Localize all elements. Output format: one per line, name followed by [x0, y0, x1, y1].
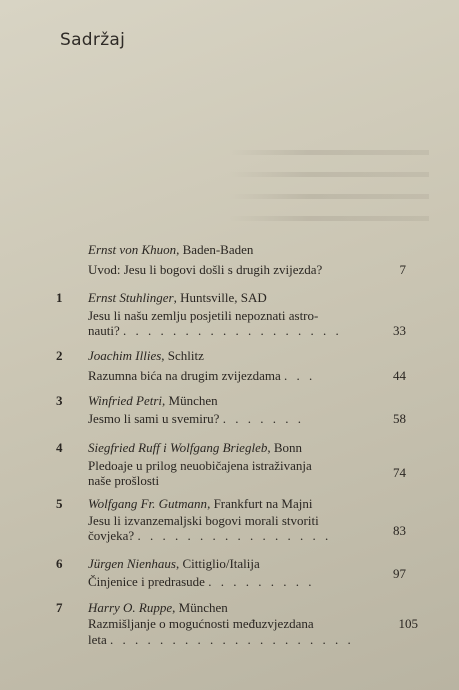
entry-title-line: čovjeka? . . . . . . . . . . . . . . . .: [88, 528, 332, 543]
page-number: 97: [393, 566, 406, 581]
entry-author-line: [88, 440, 302, 455]
entry-author-line: [88, 496, 312, 511]
author-name: Wolfgang Fr. Gutmann: [88, 496, 208, 511]
entry-number: 5: [56, 496, 63, 511]
entry-number: 4: [56, 440, 63, 455]
entry-author-line: [88, 393, 218, 408]
leader-dots: . . . . . . . . . . . . . . . . . . . .: [110, 632, 354, 647]
author-name: Jürgen Nienhaus: [88, 556, 176, 571]
entry-number: 2: [56, 348, 63, 363]
page-number: 33: [393, 323, 406, 338]
leader-dots: . . . . . . . . . . . . . . . . . .: [123, 323, 342, 338]
page-number: 105: [398, 616, 418, 631]
entry-title-line: Jesu li našu zemlju posjetili nepoznati astro-: [88, 308, 319, 323]
author-place: , Huntsville, SAD: [173, 290, 267, 305]
author-place: , München: [162, 393, 218, 408]
author-name: Ernst von Khuon: [88, 242, 177, 257]
bleed-through-line: [229, 216, 429, 221]
leader-dots: . . .: [284, 368, 316, 383]
leader-dots: . . . . . . . . . . . . . . . .: [137, 528, 332, 543]
author-name: Winfried Petri: [88, 393, 163, 408]
entry-title-line: Pledoaje u prilog neuobičajena istraživanja: [88, 458, 312, 473]
entry-title-line: nauti? . . . . . . . . . . . . . . . . . .: [88, 323, 342, 338]
entry-number: 6: [56, 556, 63, 571]
bleed-through-line: [229, 194, 429, 199]
entry-title-line: Uvod: Jesu li bogovi došli s drugih zvijezda?: [88, 262, 323, 277]
author-name: Harry O. Ruppe: [88, 600, 173, 615]
author-place: , Frankfurt na Majni: [207, 496, 313, 511]
page-number: 44: [393, 368, 406, 383]
author-place: , München: [172, 600, 228, 615]
entry-number: 3: [56, 393, 63, 408]
author-name: Siegfried Ruff i Wolfgang Briegleb: [88, 440, 268, 455]
page-title: Sadržaj: [60, 30, 126, 50]
entry-title-line: naše prošlosti: [88, 473, 160, 488]
entry-number: 1: [56, 290, 63, 305]
author-place: , Bonn: [267, 440, 303, 455]
entry-title-line: Jesu li izvanzemaljski bogovi morali stvoriti: [88, 513, 319, 528]
author-place: , Cittiglio/Italija: [175, 556, 260, 571]
entry-author-line: [88, 242, 253, 257]
entry-title-line: Jesmo li sami u svemiru? . . . . . . .: [88, 411, 304, 426]
page-number: 83: [393, 523, 406, 538]
entry-author-line: [88, 600, 228, 615]
entry-title-line: leta . . . . . . . . . . . . . . . . . . . .: [88, 632, 354, 647]
author-place: , Schlitz: [161, 348, 204, 363]
author-place: , Baden-Baden: [176, 242, 254, 257]
entry-title-line: Razumna bića na drugim zvijezdama . . .: [88, 368, 316, 383]
leader-dots: . . . . . . . . .: [208, 574, 315, 589]
bleed-through-line: [229, 150, 429, 155]
page-number: 58: [393, 411, 406, 426]
author-name: Ernst Stuhlinger: [88, 290, 174, 305]
page-number: 74: [393, 465, 406, 480]
author-name: Joachim Illies: [88, 348, 162, 363]
entry-author-line: [88, 290, 267, 305]
entry-author-line: [88, 348, 204, 363]
entry-number: 7: [56, 600, 63, 615]
page-number: 7: [399, 262, 406, 277]
entry-author-line: [88, 556, 260, 571]
entry-title-line: Činjenice i predrasude . . . . . . . . .: [88, 574, 315, 589]
leader-dots: . . . . . . .: [222, 411, 304, 426]
bleed-through-line: [229, 172, 429, 177]
entry-title-line: Razmišljanje o mogućnosti međuzvjezdana: [88, 616, 314, 631]
